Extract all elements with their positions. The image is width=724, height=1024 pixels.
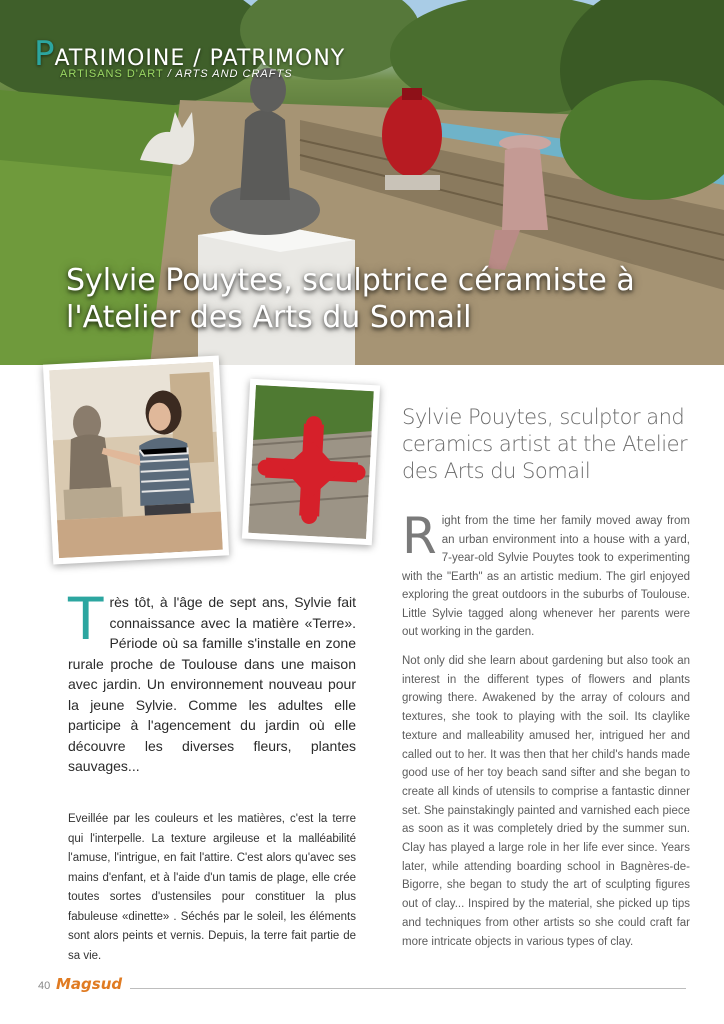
section-header	[34, 34, 345, 80]
article-title-fr: Sylvie Pouytes, sculptrice céramiste à l'Atelier des Arts du Somail	[66, 263, 635, 335]
occitan-cross-photo	[242, 379, 380, 546]
section-subtitle-fr: ARTISANS D'ART	[60, 68, 164, 80]
hero-image	[0, 0, 724, 365]
french-lead-text: rès tôt, à l'âge de sept ans, Sylvie fait connaissance avec la matière «Terre». Période où sa famille s'installe en zone rurale proche de Toulouse dans une maison avec jardin. Un environnement nouveau pour la jeune Sylvie. Comme les adultes elle participe à l'agencement du jardin où elle découvre les diverses fleurs, plantes sauvages...	[68, 594, 356, 774]
footer-divider	[130, 988, 686, 989]
english-paragraph-2: Not only did she learn about gardening but also took an interest in the different types of flowers and plants growing there. Awakened by the array of colours and textures, she took to playing with the soil. Its claylike texture and malleability amused her, intrigued her and called out to her. It was then that her child's hands made good use of her toy beach sand sifter and she began to create all kinds of utensils to comprise a fantastic dinner set. She painstakingly painted and varnished each piece as soon as it was completely dried by the summer sun. Clay has played a large role in her life ever since. Years later, while attending boarding school in Bagnères-de-Bigorre, she began to study the art of sculpting figures out of clay... Inspired by the material, she picked up tips and techniques from other artists so she could craft far more intricate objects in various types of clay.	[402, 655, 690, 948]
section-title-initial: P	[34, 34, 55, 74]
page-number: 40	[38, 980, 51, 992]
artist-photo	[43, 356, 229, 565]
english-paragraph-1-text: ight from the time her family moved away from an urban environment into a house with a yard, 7-year-old Sylvie Pouytes took to experimenting with the "Earth" as an artistic medium. The girl enjoyed exploring the great outdoors in the suburbs of Toulouse. Little Sylvie tagged along whenever her parents were out working in the garden.	[402, 515, 690, 638]
article-title-en: Sylvie Pouytes, sculptor and ceramics artist at the Atelier des Arts du Somail	[402, 405, 688, 483]
french-lead-paragraph	[68, 585, 356, 777]
french-body-paragraph: Eveillée par les couleurs et les matières, c'est la terre qui l'interpelle. La texture argileuse et la malléabilité l'amuse, l'intrigue, en fait l'attire. C'est alors qu'avec ses mains d'enfant, et à l'aide d'un tamis de plage, elle crée toutes sortes d'ustensiles pour constituer la plus fabuleuse «dinette» . Séchés par le soleil, les éléments sont alors peints et vernis. Depuis, la terre fait partie de sa vie.	[68, 813, 356, 962]
page-footer	[38, 975, 686, 998]
dropcap-t: T	[68, 585, 104, 653]
dropcap-r: R	[402, 507, 437, 565]
section-title-rest: ATRIMOINE / PATRIMONY	[54, 46, 346, 71]
english-paragraph-1	[402, 507, 690, 642]
section-subtitle-en: / ARTS AND CRAFTS	[163, 68, 293, 80]
magazine-logo: Magsud	[56, 975, 123, 993]
